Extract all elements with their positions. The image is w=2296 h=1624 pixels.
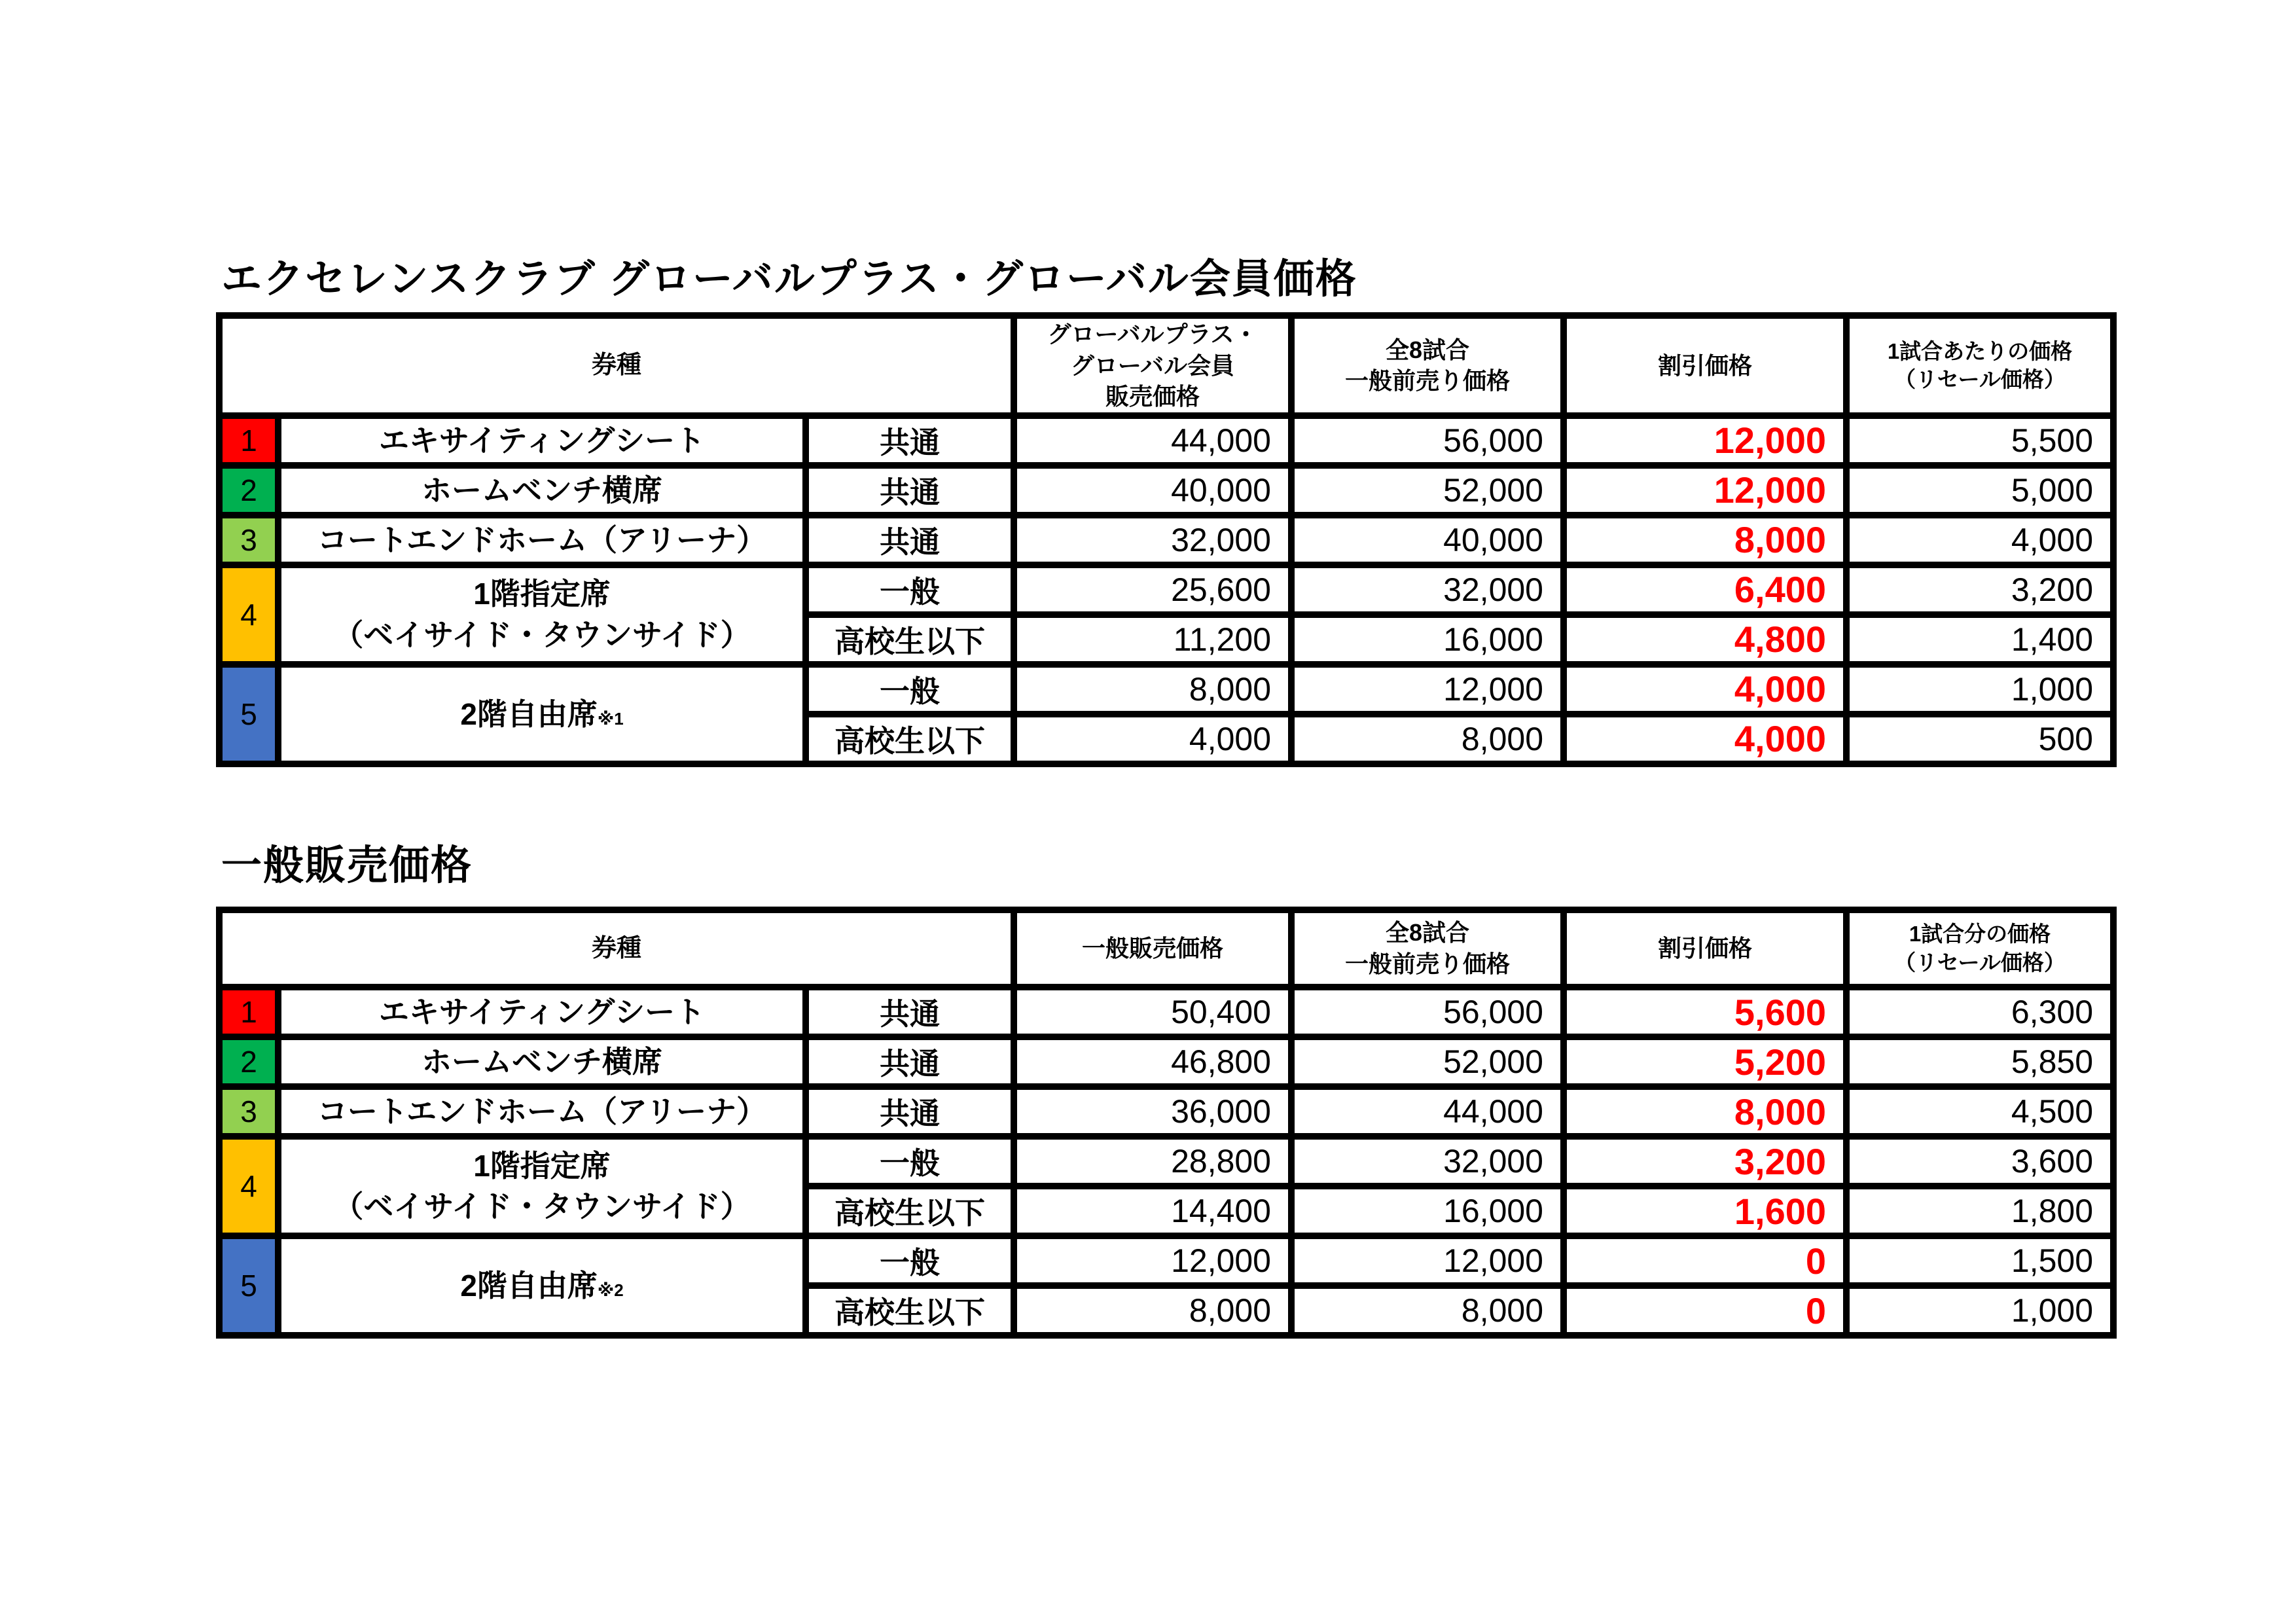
- table-row: [219, 565, 2113, 615]
- row-number-badge: 3: [219, 1087, 278, 1136]
- ticket-subtype-cell: 共通: [806, 987, 1014, 1037]
- advance-price-cell: 16,000: [1291, 1186, 1564, 1236]
- advance-price-cell: 56,000: [1291, 416, 1564, 465]
- discount-price-cell: 3,200: [1564, 1136, 1846, 1186]
- header-row: [219, 910, 2113, 987]
- seat-name-cell: コートエンドホーム（アリーナ）: [278, 515, 806, 565]
- row-number-badge: 1: [219, 416, 278, 465]
- discount-price-cell: 12,000: [1564, 465, 1846, 515]
- seat-name-cell: コートエンドホーム（アリーナ）: [278, 1087, 806, 1136]
- per-game-price-cell: 500: [1846, 714, 2113, 764]
- per-game-price-cell: 4,500: [1846, 1087, 2113, 1136]
- member-price-cell: 8,000: [1014, 664, 1291, 714]
- advance-price-cell: 8,000: [1291, 1286, 1564, 1335]
- ticket-subtype-cell: 一般: [806, 1136, 1014, 1186]
- advance-price-cell: 16,000: [1291, 615, 1564, 664]
- per-game-price-cell: 1,500: [1846, 1236, 2113, 1286]
- row-number-badge: 4: [219, 1136, 278, 1236]
- table-row: [219, 1236, 2113, 1286]
- row-number-badge: 5: [219, 664, 278, 764]
- advance-price-cell: 56,000: [1291, 987, 1564, 1037]
- general-price-cell: 36,000: [1014, 1087, 1291, 1136]
- general-price-cell: 12,000: [1014, 1236, 1291, 1286]
- discount-price-cell: 0: [1564, 1236, 1846, 1286]
- per-game-price-cell: 1,000: [1846, 1286, 2113, 1335]
- general-price-table: [216, 907, 2117, 1339]
- per-game-price-cell: 1,000: [1846, 664, 2113, 714]
- ticket-subtype-cell: 高校生以下: [806, 1286, 1014, 1335]
- general-price-cell: 28,800: [1014, 1136, 1291, 1186]
- seat-name-cell: 2階自由席※2: [278, 1236, 806, 1335]
- general-price-cell: 8,000: [1014, 1286, 1291, 1335]
- ticket-subtype-cell: 共通: [806, 465, 1014, 515]
- per-game-price-header: 1試合分の価格 （リセール価格）: [1846, 910, 2113, 987]
- member-price-cell: 32,000: [1014, 515, 1291, 565]
- general-price-cell: 50,400: [1014, 987, 1291, 1037]
- member-price-table: [216, 312, 2117, 767]
- ticket-subtype-cell: 共通: [806, 515, 1014, 565]
- ticket-subtype-cell: 高校生以下: [806, 615, 1014, 664]
- seat-name-cell: 1階指定席 （ベイサイド・タウンサイド）: [278, 565, 806, 664]
- general-price-title: 一般販売価格: [221, 843, 473, 888]
- seat-name-cell: 1階指定席 （ベイサイド・タウンサイド）: [278, 1136, 806, 1236]
- discount-price-cell: 0: [1564, 1286, 1846, 1335]
- seat-name-cell: ホームベンチ横席: [278, 465, 806, 515]
- member-price-title: エクセレンスクラブ グローバルプラス・グローバル会員価格: [221, 257, 1357, 302]
- member-price-header: グローバルプラス・ グローバル会員 販売価格: [1014, 316, 1291, 416]
- seat-name-cell: ホームベンチ横席: [278, 1037, 806, 1087]
- header-row: [219, 316, 2113, 416]
- table-row: [219, 416, 2113, 465]
- discount-header: 割引価格: [1564, 910, 1846, 987]
- seat-name-cell: エキサイティングシート: [278, 416, 806, 465]
- advance-price-cell: 32,000: [1291, 1136, 1564, 1186]
- ticket-type-header: 券種: [219, 316, 1014, 416]
- advance-price-cell: 40,000: [1291, 515, 1564, 565]
- per-game-price-header: 1試合あたりの価格 （リセール価格）: [1846, 316, 2113, 416]
- member-price-cell: 11,200: [1014, 615, 1291, 664]
- discount-price-cell: 8,000: [1564, 1087, 1846, 1136]
- discount-price-cell: 4,000: [1564, 664, 1846, 714]
- per-game-price-cell: 5,500: [1846, 416, 2113, 465]
- discount-header: 割引価格: [1564, 316, 1846, 416]
- advance-price-header: 全8試合 一般前売り価格: [1291, 316, 1564, 416]
- advance-price-cell: 12,000: [1291, 1236, 1564, 1286]
- discount-price-cell: 4,800: [1564, 615, 1846, 664]
- discount-price-cell: 5,600: [1564, 987, 1846, 1037]
- discount-price-cell: 8,000: [1564, 515, 1846, 565]
- per-game-price-cell: 6,300: [1846, 987, 2113, 1037]
- ticket-subtype-cell: 一般: [806, 1236, 1014, 1286]
- ticket-subtype-cell: 高校生以下: [806, 714, 1014, 764]
- advance-price-cell: 8,000: [1291, 714, 1564, 764]
- ticket-subtype-cell: 共通: [806, 1087, 1014, 1136]
- advance-price-header: 全8試合 一般前売り価格: [1291, 910, 1564, 987]
- per-game-price-cell: 3,200: [1846, 565, 2113, 615]
- table-row: [219, 1037, 2113, 1087]
- per-game-price-cell: 4,000: [1846, 515, 2113, 565]
- ticket-subtype-cell: 高校生以下: [806, 1186, 1014, 1236]
- per-game-price-cell: 1,400: [1846, 615, 2113, 664]
- general-price-header: 一般販売価格: [1014, 910, 1291, 987]
- advance-price-cell: 44,000: [1291, 1087, 1564, 1136]
- member-price-cell: 4,000: [1014, 714, 1291, 764]
- discount-price-cell: 4,000: [1564, 714, 1846, 764]
- ticket-subtype-cell: 一般: [806, 565, 1014, 615]
- seat-name-cell: 2階自由席※1: [278, 664, 806, 764]
- table-row: [219, 515, 2113, 565]
- row-number-badge: 5: [219, 1236, 278, 1335]
- ticket-subtype-cell: 共通: [806, 1037, 1014, 1087]
- seat-name-cell: エキサイティングシート: [278, 987, 806, 1037]
- general-price-cell: 14,400: [1014, 1186, 1291, 1236]
- per-game-price-cell: 5,850: [1846, 1037, 2113, 1087]
- row-number-badge: 1: [219, 987, 278, 1037]
- ticket-subtype-cell: 一般: [806, 664, 1014, 714]
- table-row: [219, 664, 2113, 714]
- general-price-cell: 46,800: [1014, 1037, 1291, 1087]
- ticket-subtype-cell: 共通: [806, 416, 1014, 465]
- table-row: [219, 1136, 2113, 1186]
- advance-price-cell: 52,000: [1291, 1037, 1564, 1087]
- ticket-type-header: 券種: [219, 910, 1014, 987]
- table-row: [219, 987, 2113, 1037]
- advance-price-cell: 12,000: [1291, 664, 1564, 714]
- per-game-price-cell: 5,000: [1846, 465, 2113, 515]
- per-game-price-cell: 3,600: [1846, 1136, 2113, 1186]
- row-number-badge: 3: [219, 515, 278, 565]
- advance-price-cell: 52,000: [1291, 465, 1564, 515]
- member-price-cell: 40,000: [1014, 465, 1291, 515]
- row-number-badge: 2: [219, 1037, 278, 1087]
- row-number-badge: 2: [219, 465, 278, 515]
- discount-price-cell: 5,200: [1564, 1037, 1846, 1087]
- discount-price-cell: 6,400: [1564, 565, 1846, 615]
- row-number-badge: 4: [219, 565, 278, 664]
- discount-price-cell: 1,600: [1564, 1186, 1846, 1236]
- member-price-cell: 44,000: [1014, 416, 1291, 465]
- table-row: [219, 465, 2113, 515]
- per-game-price-cell: 1,800: [1846, 1186, 2113, 1236]
- advance-price-cell: 32,000: [1291, 565, 1564, 615]
- member-price-cell: 25,600: [1014, 565, 1291, 615]
- table-row: [219, 1087, 2113, 1136]
- discount-price-cell: 12,000: [1564, 416, 1846, 465]
